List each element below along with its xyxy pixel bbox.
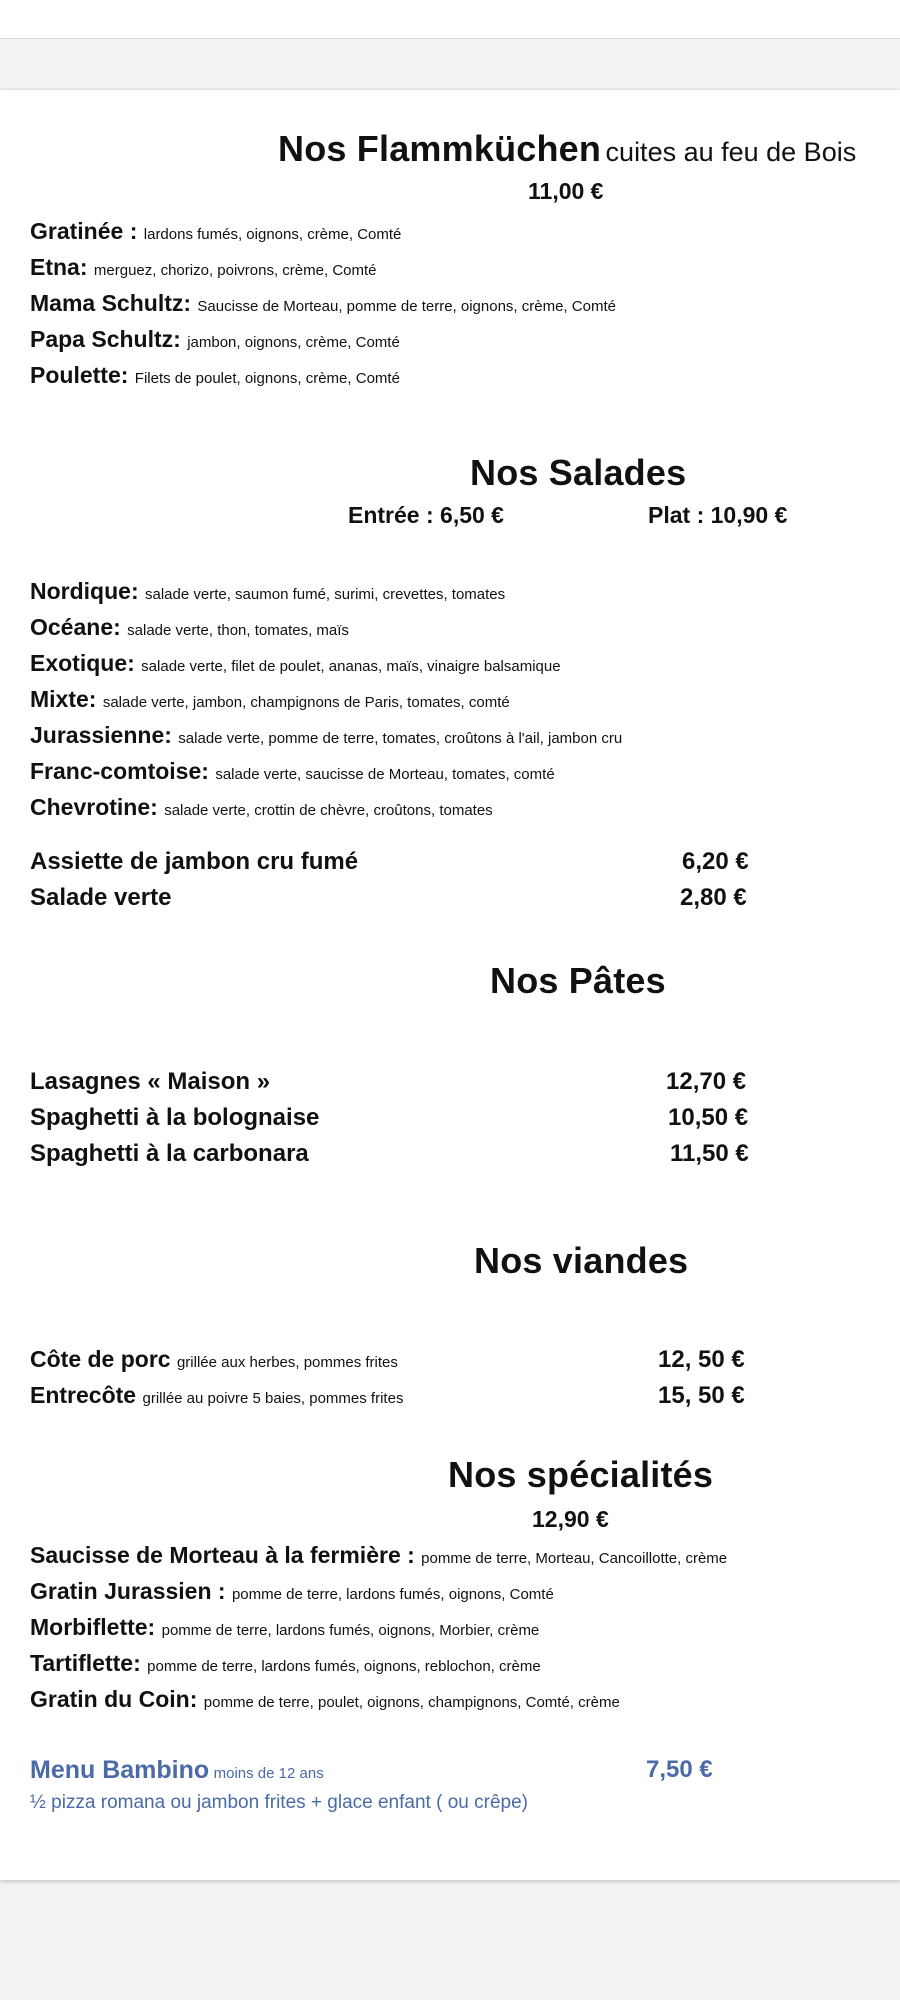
item-name: Franc-comtoise:	[30, 758, 209, 784]
item-name: Papa Schultz:	[30, 326, 181, 352]
pates-item-name: Spaghetti à la carbonara	[30, 1140, 309, 1167]
extra-item-price: 6,20 €	[682, 848, 749, 875]
flamm-subtitle: cuites au feu de Bois	[605, 137, 857, 167]
bambino-price: 7,50 €	[646, 1756, 713, 1783]
item-desc: salade verte, saucisse de Morteau, tomates, comté	[215, 766, 555, 783]
pates-item-price: 10,50 €	[668, 1104, 749, 1131]
pates-item-name: Spaghetti à la bolognaise	[30, 1104, 320, 1131]
list-item	[30, 1542, 727, 1569]
pates-item-price: 11,50 €	[670, 1140, 749, 1167]
list-item	[30, 614, 349, 641]
item-name: Entrecôte	[30, 1382, 137, 1408]
bambino-heading	[30, 1756, 324, 1785]
viandes-title: Nos viandes	[474, 1240, 689, 1281]
item-name: Côte de porc	[30, 1346, 171, 1372]
list-item	[30, 686, 510, 713]
item-name: Morbiflette:	[30, 1614, 156, 1640]
item-name: Mixte:	[30, 686, 97, 712]
item-desc: merguez, chorizo, poivrons, crème, Comté	[93, 262, 377, 279]
item-desc: Filets de poulet, oignons, crème, Comté	[134, 370, 400, 387]
item-name: Poulette:	[30, 362, 129, 388]
list-item	[30, 254, 377, 281]
item-name: Saucisse de Morteau à la fermière :	[30, 1542, 415, 1568]
item-name: Chevrotine:	[30, 794, 158, 820]
list-item	[30, 650, 561, 677]
item-desc: salade verte, crottin de chèvre, croûtons, tomates	[164, 802, 493, 819]
item-desc: grillée au poivre 5 baies, pommes frites	[142, 1390, 404, 1407]
item-name: Océane:	[30, 614, 121, 640]
item-name: Gratin Jurassien :	[30, 1578, 226, 1604]
bambino-title: Menu Bambino	[30, 1756, 210, 1784]
item-name: Jurassienne:	[30, 722, 172, 748]
list-item	[30, 362, 400, 389]
item-desc: pomme de terre, lardons fumés, oignons, Comté	[231, 1586, 554, 1603]
item-desc: salade verte, filet de poulet, ananas, maïs, vinaigre balsamique	[141, 658, 561, 675]
item-name: Exotique:	[30, 650, 135, 676]
flamm-title: Nos Flammküchen	[278, 128, 602, 169]
viandes-item-price: 15, 50 €	[658, 1382, 745, 1409]
list-item	[30, 1650, 541, 1677]
pates-item-price: 12,70 €	[666, 1068, 747, 1095]
item-desc: salade verte, saumon fumé, surimi, crevettes, tomates	[145, 586, 506, 603]
top-bar	[0, 0, 900, 39]
item-desc: pomme de terre, lardons fumés, oignons, Morbier, crème	[161, 1622, 540, 1639]
item-name: Gratin du Coin:	[30, 1686, 198, 1712]
salades-title: Nos Salades	[470, 452, 687, 493]
menu-page	[0, 90, 900, 1880]
item-desc: grillée aux herbes, pommes frites	[176, 1354, 398, 1371]
item-desc: pomme de terre, poulet, oignons, champignons, Comté, crème	[203, 1694, 620, 1711]
bambino-subtitle: moins de 12 ans	[213, 1765, 324, 1782]
item-desc: salade verte, thon, tomates, maïs	[127, 622, 349, 639]
list-item	[30, 1346, 398, 1373]
flamm-heading	[278, 128, 856, 170]
extra-item-name: Salade verte	[30, 884, 172, 911]
item-name: Tartiflette:	[30, 1650, 141, 1676]
list-item	[30, 326, 400, 353]
list-item	[30, 1578, 554, 1605]
item-desc: salade verte, pomme de terre, tomates, croûtons à l'ail, jambon cru	[178, 730, 623, 747]
flamm-price: 11,00 €	[528, 178, 604, 204]
pates-title: Nos Pâtes	[490, 960, 666, 1001]
list-item	[30, 1686, 620, 1713]
list-item	[30, 290, 616, 317]
list-item	[30, 722, 622, 749]
item-name: Nordique:	[30, 578, 139, 604]
list-item	[30, 1614, 539, 1641]
item-desc: Saucisse de Morteau, pomme de terre, oignons, crème, Comté	[197, 298, 616, 315]
specialites-price: 12,90 €	[532, 1506, 609, 1532]
extra-item-name: Assiette de jambon cru fumé	[30, 848, 359, 875]
item-name: Mama Schultz:	[30, 290, 192, 316]
item-desc: pomme de terre, lardons fumés, oignons, reblochon, crème	[147, 1658, 541, 1675]
salades-entree-price: Entrée : 6,50 €	[348, 502, 504, 528]
item-desc: pomme de terre, Morteau, Cancoillotte, crème	[421, 1550, 728, 1567]
item-name: Etna:	[30, 254, 88, 280]
item-desc: lardons fumés, oignons, crème, Comté	[143, 226, 402, 243]
list-item	[30, 794, 493, 821]
viandes-item-price: 12, 50 €	[658, 1346, 745, 1373]
extra-item-price: 2,80 €	[680, 884, 747, 911]
item-desc: salade verte, jambon, champignons de Paris, tomates, comté	[102, 694, 510, 711]
specialites-title: Nos spécialités	[448, 1454, 714, 1495]
list-item	[30, 218, 401, 245]
item-name: Gratinée :	[30, 218, 138, 244]
item-desc: jambon, oignons, crème, Comté	[187, 334, 400, 351]
pates-item-name: Lasagnes « Maison »	[30, 1068, 271, 1095]
bambino-description: ½ pizza romana ou jambon frites + glace enfant ( ou crêpe)	[30, 1792, 528, 1813]
list-item	[30, 578, 505, 605]
list-item	[30, 1382, 403, 1409]
salades-plat-price: Plat : 10,90 €	[648, 502, 788, 528]
list-item	[30, 758, 555, 785]
